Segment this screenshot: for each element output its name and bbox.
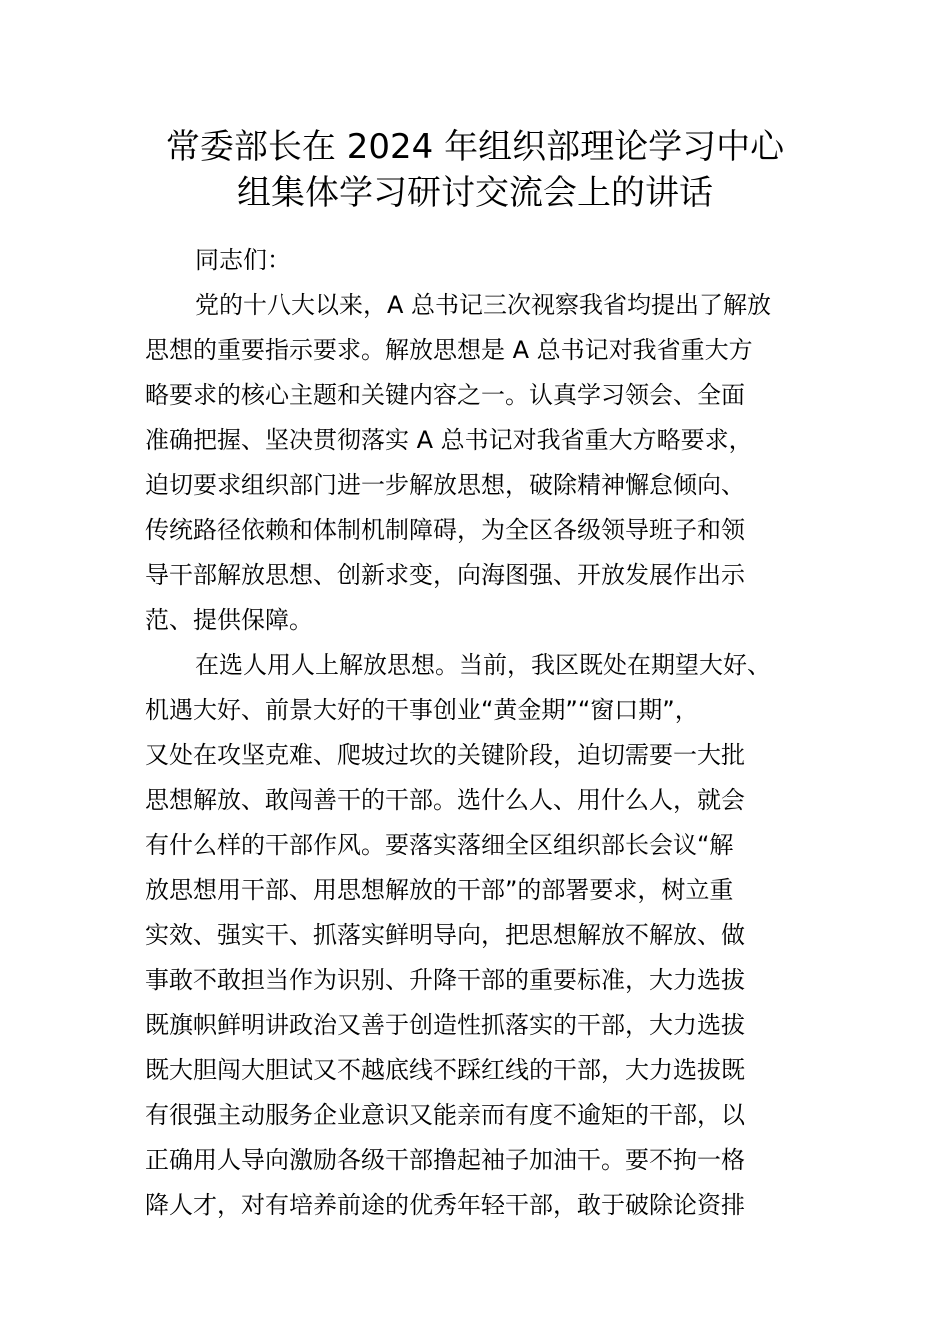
paragraph-line: 有什么样的干部作风。要落实落细全区组织部长会议“解 <box>145 831 734 859</box>
paragraph-line: 略要求的核心主题和关键内容之一。认真学习领会、全面 <box>145 381 745 409</box>
paragraph-line: 放思想用干部、用思想解放的干部”的部署要求，树立重 <box>145 876 734 904</box>
document-body <box>145 238 825 1228</box>
paragraph-line: 在选人用人上解放思想。当前，我区既处在期望大好、 <box>195 651 771 679</box>
paragraph-line: 准确把握、坚决贯彻落实 A 总书记对我省重大方略要求， <box>145 426 753 454</box>
paragraph-line: 传统路径依赖和体制机制障碍，为全区各级领导班子和领 <box>145 516 745 544</box>
title-line-2: 组集体学习研讨交流会上的讲话 <box>237 173 713 213</box>
paragraph-line: 机遇大好、前景大好的干事创业“黄金期”“窗口期”， <box>145 696 699 724</box>
paragraph-line: 有很强主动服务企业意识又能亲而有度不逾矩的干部，以 <box>145 1101 745 1129</box>
paragraph-line: 既旗帜鲜明讲政治又善于创造性抓落实的干部，大力选拔 <box>145 1011 745 1039</box>
paragraph-line: 事敢不敢担当作为识别、升降干部的重要标准，大力选拔 <box>145 966 745 994</box>
paragraph-line: 范、提供保障。 <box>145 606 313 634</box>
paragraph-line: 降人才，对有培养前途的优秀年轻干部，敢于破除论资排 <box>145 1191 745 1219</box>
paragraph-line: 思想的重要指示要求。解放思想是 A 总书记对我省重大方 <box>145 336 753 364</box>
paragraph-1 <box>145 283 825 643</box>
paragraph-line: 正确用人导向激励各级干部撸起袖子加油干。要不拘一格 <box>145 1146 745 1174</box>
paragraph-line: 党的十八大以来，A 总书记三次视察我省均提出了解放 <box>195 291 772 319</box>
paragraph-line: 迫切要求组织部门进一步解放思想，破除精神懈怠倾向、 <box>145 471 745 499</box>
paragraph-line: 思想解放、敢闯善干的干部。选什么人、用什么人，就会 <box>145 786 745 814</box>
paragraph-line: 既大胆闯大胆试又不越底线不踩红线的干部，大力选拔既 <box>145 1056 745 1084</box>
paragraph-line: 又处在攻坚克难、爬坡过坎的关键阶段，迫切需要一大批 <box>145 741 745 769</box>
title-line-1: 常委部长在 2024 年组织部理论学习中心 <box>165 127 785 167</box>
paragraph-line: 导干部解放思想、创新求变，向海图强、开放发展作出示 <box>145 561 745 589</box>
salutation: 同志们： <box>195 246 291 274</box>
document-title <box>120 124 830 216</box>
paragraph-line: 实效、强实干、抓落实鲜明导向，把思想解放不解放、做 <box>145 921 745 949</box>
paragraph-2 <box>145 643 825 1228</box>
